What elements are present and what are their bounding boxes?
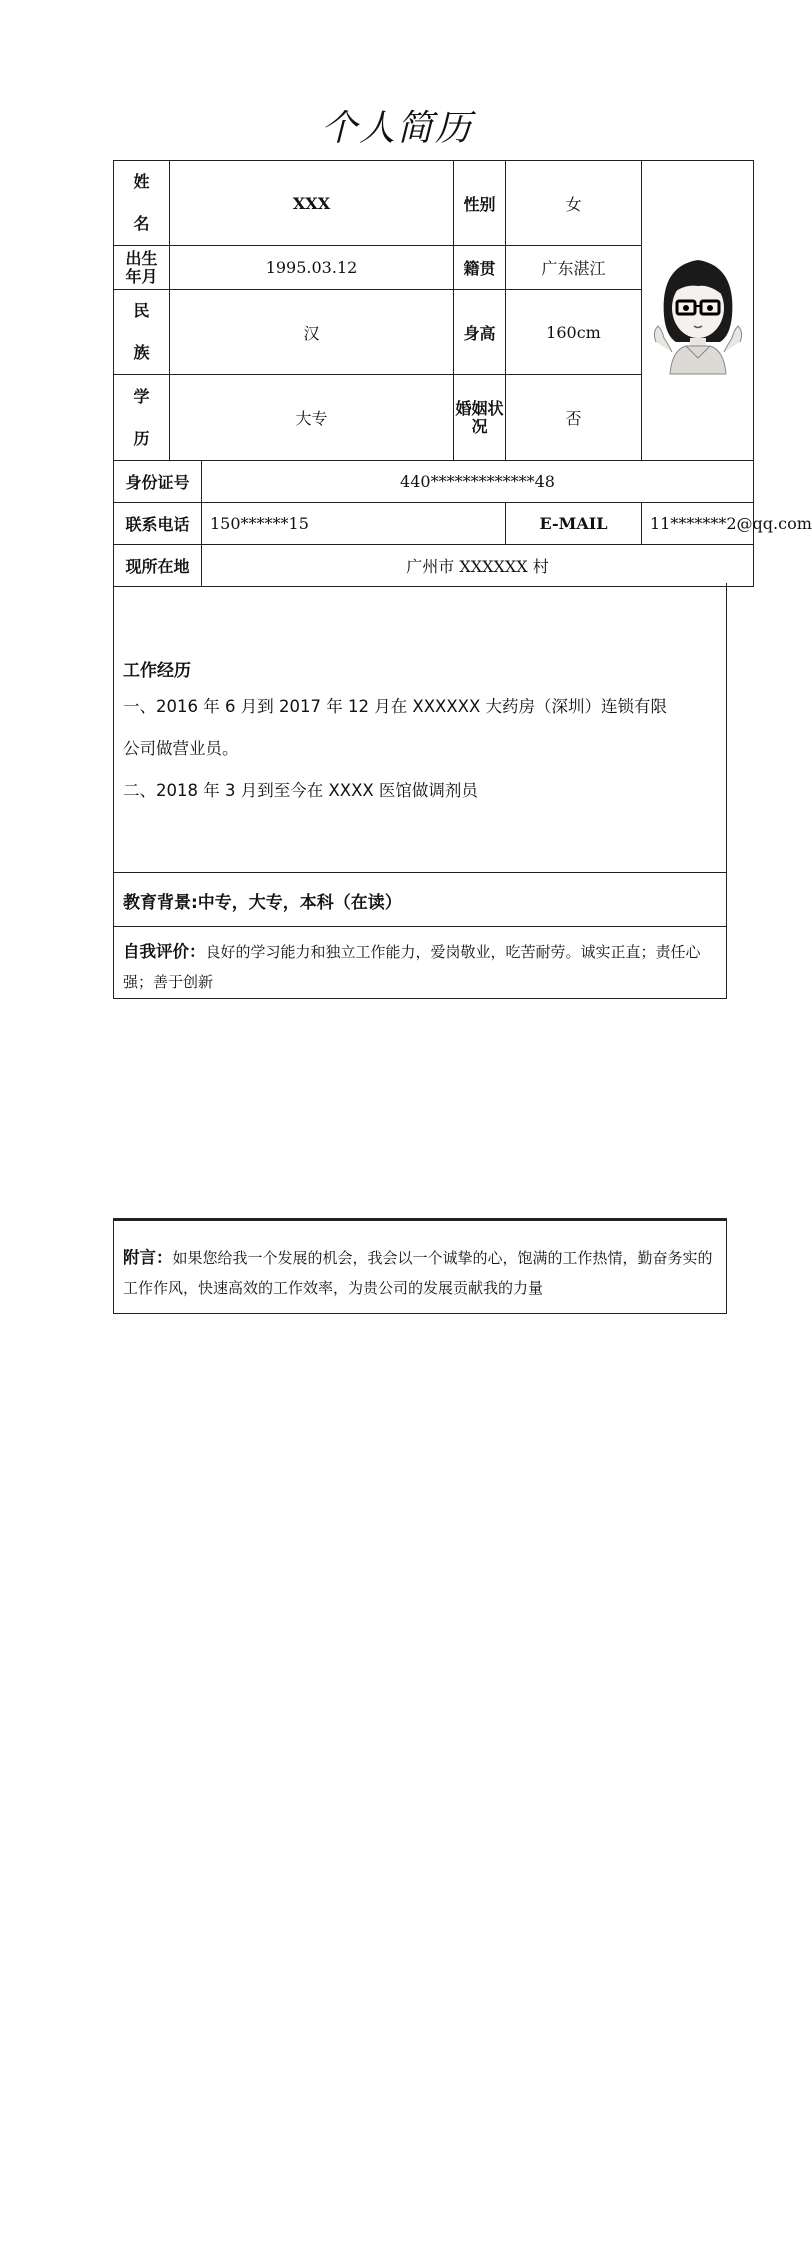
name-value: XXX <box>170 161 454 246</box>
page-title: 个人简历 <box>320 108 473 149</box>
self-evaluation-label: 自我评价： <box>123 942 206 961</box>
note-label: 附言： <box>123 1248 173 1267</box>
education-section <box>113 873 727 927</box>
name-label: 姓 名 <box>114 161 170 246</box>
ethnicity-value: 汉 <box>170 290 454 375</box>
origin-value: 广东湛江 <box>506 246 642 290</box>
note-section <box>113 1218 727 1314</box>
cartoon-girl-avatar-icon <box>650 246 746 376</box>
gender-label: 性别 <box>454 161 506 246</box>
phone-value: 150******15 <box>202 503 506 545</box>
education-value: 大专 <box>170 375 454 461</box>
email-label: E-MAIL <box>506 503 642 545</box>
marital-label: 婚姻状 况 <box>454 375 506 461</box>
id-label: 身份证号 <box>114 461 202 503</box>
education-label: 学 历 <box>114 375 170 461</box>
id-value: 440*************48 <box>202 461 754 503</box>
work-line-1: 一、2016 年 6 月到 2017 年 12 月在 XXXXXX 大药房（深圳）连锁有限 <box>123 697 668 716</box>
gender-value: 女 <box>506 161 642 246</box>
address-value: 广州市 XXXXXX 村 <box>202 545 754 587</box>
self-evaluation-section <box>113 927 727 999</box>
note-text <box>123 1243 718 1303</box>
education-text: 教育背景:中专，大专，本科（在读） <box>123 893 402 913</box>
self-evaluation-text <box>123 937 718 997</box>
origin-label: 籍贯 <box>454 246 506 290</box>
work-line-2: 公司做营业员。 <box>123 739 239 758</box>
height-label: 身高 <box>454 290 506 375</box>
marital-value: 否 <box>506 375 642 461</box>
note-body: 如果您给我一个发展的机会，我会以一个诚挚的心，饱满的工作热情，勤奋务实的工作作风，快速高效的工作效率，为贵公司的发展贡献我的力量 <box>123 1249 713 1297</box>
email-value: 11*******2@qq.com <box>642 503 754 545</box>
self-evaluation-body: 良好的学习能力和独立工作能力，爱岗敬业，吃苦耐劳。诚实正直；责任心强；善于创新 <box>123 943 701 991</box>
height-value: 160cm <box>506 290 642 375</box>
basic-info-table <box>113 160 812 587</box>
birth-value: 1995.03.12 <box>170 246 454 290</box>
work-heading: 工作经历 <box>123 661 191 681</box>
address-label: 现所在地 <box>114 545 202 587</box>
photo-cell <box>642 161 754 461</box>
ethnicity-label: 民 族 <box>114 290 170 375</box>
phone-label: 联系电话 <box>114 503 202 545</box>
work-experience-section <box>113 583 727 873</box>
work-line-3: 二、2018 年 3 月到至今在 XXXX 医馆做调剂员 <box>123 781 478 800</box>
birth-label: 出生 年月 <box>114 246 170 290</box>
